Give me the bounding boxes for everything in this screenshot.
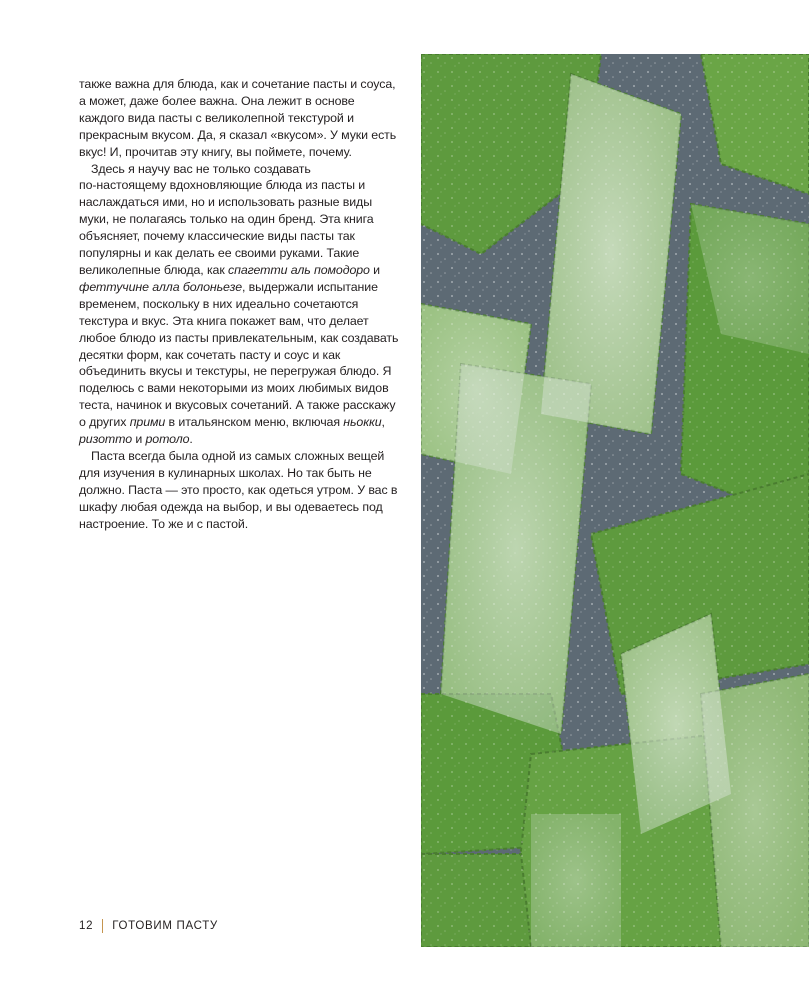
paragraph-3	[79, 448, 401, 533]
body-text-column	[79, 76, 401, 532]
footer-divider	[102, 919, 103, 933]
italic-term: ротоло	[145, 432, 190, 447]
italic-term: прими	[129, 415, 166, 430]
text-run: в итальянском меню, включая	[165, 415, 344, 430]
text-run: .	[189, 432, 193, 447]
paragraph-1	[79, 76, 401, 161]
italic-term: феттучине алла болоньезе	[79, 279, 242, 294]
text-run: , выдержали испытание временем, поскольку в них идеально сочетаются текстура и вкус. Эта книга покажет вам, что делает любое блюдо из пасты привлекательным, как создавать десятки форм, как сочетать пасту и соус и как объединить вкусы и текстуры, не перегружая блюдо. Я поделюсь с вами некоторыми из моих любимых видов теста, начинок и вкусовых сочетаний. А также расскажу о других	[79, 279, 399, 430]
running-section-title: ГОТОВИМ ПАСТУ	[112, 920, 218, 932]
text-run: Здесь я научу вас не только создавать по‑настоящему вдохновляющие блюда из пасты и наслаждаться ими, но и использовать разные виды муки, не полагаясь только на один бренд. Эта книга объясняет, почему классические виды пасты так популярны и как делать ее своими руками. Такие великолепные блюда, как	[79, 161, 374, 277]
italic-term: спагетти аль помодоро	[228, 262, 370, 277]
paragraph-2	[79, 161, 401, 448]
italic-term: ризотто	[79, 432, 132, 447]
page-number: 12	[79, 920, 94, 932]
text-run: ,	[381, 415, 385, 430]
text-run: и	[369, 262, 381, 277]
text-run: и	[132, 432, 146, 447]
pasta-photo	[421, 54, 809, 947]
text-run: также важна для блюда, как и сочетание пасты и соуса, а может, даже более важна. Она лежит в основе каждого вида пасты с великолепной текстурой и прекрасным вкусом. Да, я сказал «вкусом». У муки есть вкус! И, прочитав эту книгу, вы поймете, почему.	[79, 77, 397, 159]
italic-term: ньокки	[343, 415, 382, 430]
green-pappardelle-image	[421, 54, 809, 947]
page-footer	[79, 919, 218, 933]
text-run: Паста всегда была одной из самых сложных вещей для изучения в кулинарных школах. Но так быть не должно. Паста — это просто, как одеться утром. У вас в шкафу любая одежда на выбор, и вы одеваетесь под настроение. То же и с пастой.	[79, 448, 398, 531]
